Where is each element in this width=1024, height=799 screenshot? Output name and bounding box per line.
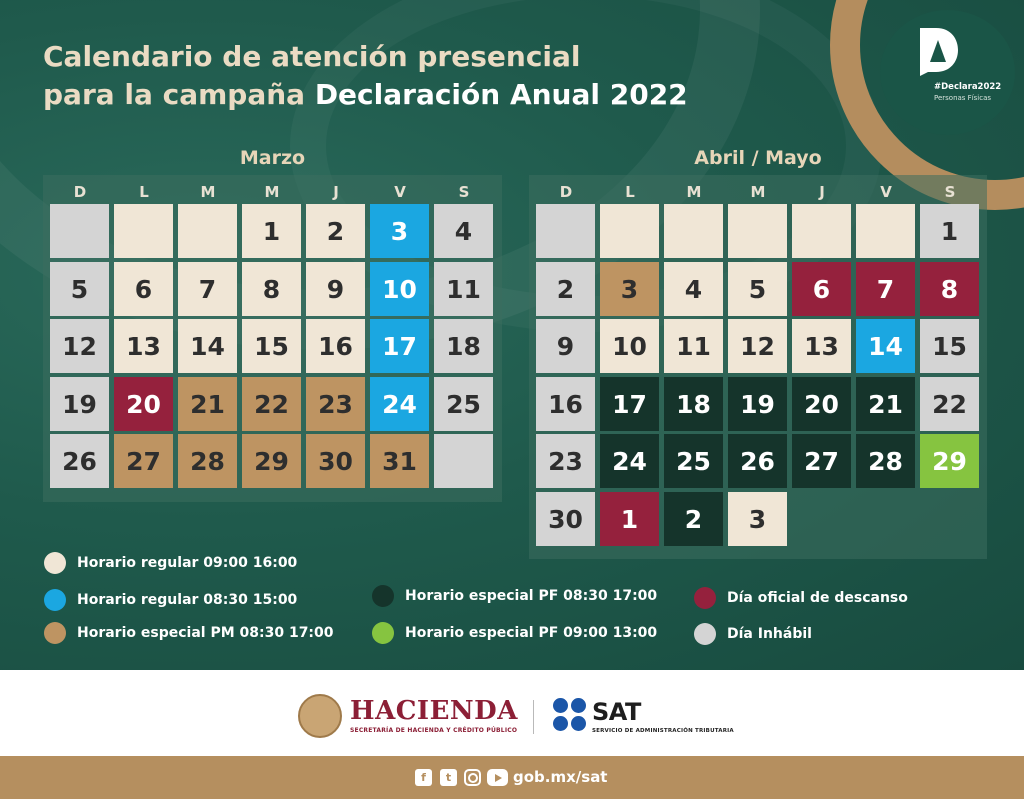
weekday-header: S xyxy=(458,183,470,201)
calendar-day xyxy=(434,434,493,488)
calendar-day: 24 xyxy=(600,434,659,488)
calendar-day: 1 xyxy=(600,492,659,546)
calendar-day: 3 xyxy=(728,492,787,546)
legend-item xyxy=(372,622,657,644)
legend-label: Día oficial de descanso xyxy=(727,590,908,606)
calendar-month-title: Marzo xyxy=(239,147,306,169)
legend-label: Horario especial PF 08:30 17:00 xyxy=(405,588,658,604)
sat-logo-icon xyxy=(571,698,586,713)
sat-logo: SAT xyxy=(592,698,641,726)
calendar-day xyxy=(856,204,915,258)
legend-label: Horario regular 08:30 15:00 xyxy=(77,592,298,608)
weekday-header: S xyxy=(944,183,956,201)
twitter-icon[interactable]: t xyxy=(440,769,457,786)
legend-item xyxy=(694,623,812,645)
calendar-day: 7 xyxy=(178,262,237,316)
calendar-day: 15 xyxy=(242,319,301,373)
title-highlight: Declaración Anual 2022 xyxy=(314,78,688,111)
legend-item xyxy=(44,589,297,611)
weekday-header: L xyxy=(139,183,149,201)
declara-logo-icon xyxy=(916,26,960,76)
calendar-day xyxy=(728,204,787,258)
calendar-day: 10 xyxy=(370,262,429,316)
calendar-day: 17 xyxy=(370,319,429,373)
calendar-day: 9 xyxy=(306,262,365,316)
hacienda-logo: HACIENDA xyxy=(350,696,518,726)
legend-swatch xyxy=(44,622,66,644)
legend-label: Horario especial PF 09:00 13:00 xyxy=(405,625,658,641)
legend-item xyxy=(372,585,657,607)
calendar-day: 16 xyxy=(306,319,365,373)
calendar-day: 29 xyxy=(242,434,301,488)
calendar-day: 24 xyxy=(370,377,429,431)
weekday-header: M xyxy=(686,183,702,201)
weekday-header: L xyxy=(625,183,635,201)
calendar-day: 19 xyxy=(728,377,787,431)
weekday-header: V xyxy=(394,183,406,201)
calendar-day: 12 xyxy=(50,319,109,373)
weekday-header: M xyxy=(750,183,766,201)
calendar-day: 28 xyxy=(178,434,237,488)
youtube-icon[interactable] xyxy=(487,769,508,786)
weekday-header: J xyxy=(819,183,825,201)
calendar-day: 2 xyxy=(664,492,723,546)
calendar-day: 1 xyxy=(920,204,979,258)
calendar-day: 21 xyxy=(856,377,915,431)
instagram-icon[interactable] xyxy=(464,769,481,786)
calendar-day: 21 xyxy=(178,377,237,431)
sat-logo-icon xyxy=(571,716,586,731)
legend-label: Horario especial PM 08:30 17:00 xyxy=(77,625,334,641)
brand-divider xyxy=(533,700,534,734)
calendar-day: 31 xyxy=(370,434,429,488)
calendar-day: 10 xyxy=(600,319,659,373)
calendar-day: 22 xyxy=(242,377,301,431)
weekday-header: V xyxy=(880,183,892,201)
legend-label: Horario regular 09:00 16:00 xyxy=(77,555,298,571)
calendar-day: 5 xyxy=(50,262,109,316)
calendar-day: 27 xyxy=(114,434,173,488)
legend-label: Día Inhábil xyxy=(727,626,812,642)
legend-swatch xyxy=(694,587,716,609)
legend-swatch xyxy=(44,589,66,611)
calendar-day: 13 xyxy=(114,319,173,373)
calendar-day xyxy=(600,204,659,258)
legend-item xyxy=(44,552,297,574)
website-link[interactable]: gob.mx/sat xyxy=(513,768,608,786)
calendar-day: 9 xyxy=(536,319,595,373)
calendar-day: 6 xyxy=(792,262,851,316)
calendar-day: 28 xyxy=(856,434,915,488)
footer-social xyxy=(0,756,1024,799)
calendar-day: 3 xyxy=(600,262,659,316)
legend-item xyxy=(694,587,908,609)
weekday-header: D xyxy=(559,183,573,201)
badge-hashtag: #Declara2022 xyxy=(934,82,1002,92)
legend-swatch xyxy=(44,552,66,574)
title-line-1: Calendario de atención presencial xyxy=(43,40,581,73)
calendar-day: 8 xyxy=(242,262,301,316)
calendar-day: 29 xyxy=(920,434,979,488)
calendar-day: 19 xyxy=(50,377,109,431)
calendar-day: 2 xyxy=(536,262,595,316)
calendar-day: 3 xyxy=(370,204,429,258)
national-seal-icon xyxy=(298,694,342,738)
title-line-2-prefix: para la campaña xyxy=(43,78,315,111)
weekday-header: M xyxy=(200,183,216,201)
calendar-day: 11 xyxy=(434,262,493,316)
calendar-day: 2 xyxy=(306,204,365,258)
calendar-day: 22 xyxy=(920,377,979,431)
calendar-day: 11 xyxy=(664,319,723,373)
sat-logo-icon xyxy=(553,698,568,713)
badge-subtitle: Personas Físicas xyxy=(934,94,992,102)
weekday-header: J xyxy=(333,183,339,201)
calendar-month-title: Abril / Mayo xyxy=(694,147,822,169)
calendar-day: 20 xyxy=(114,377,173,431)
weekday-header: M xyxy=(264,183,280,201)
page-title xyxy=(43,38,688,114)
calendar-day: 15 xyxy=(920,319,979,373)
title-line-2 xyxy=(43,76,688,114)
calendar-day: 12 xyxy=(728,319,787,373)
calendar-day: 20 xyxy=(792,377,851,431)
calendar-day xyxy=(178,204,237,258)
calendar-day: 14 xyxy=(178,319,237,373)
calendar-day: 18 xyxy=(434,319,493,373)
calendar-day: 27 xyxy=(792,434,851,488)
calendar-day xyxy=(50,204,109,258)
calendar-day xyxy=(792,204,851,258)
calendar-day: 30 xyxy=(306,434,365,488)
weekday-header: D xyxy=(73,183,87,201)
calendar-day: 23 xyxy=(306,377,365,431)
legend-item xyxy=(44,622,334,644)
legend-swatch xyxy=(372,585,394,607)
calendar-day: 17 xyxy=(600,377,659,431)
legend-swatch xyxy=(372,622,394,644)
calendar-day: 5 xyxy=(728,262,787,316)
hacienda-subtitle: SECRETARÍA DE HACIENDA Y CRÉDITO PÚBLICO xyxy=(350,727,518,734)
calendar-day: 6 xyxy=(114,262,173,316)
calendar-day xyxy=(114,204,173,258)
calendar-day: 4 xyxy=(664,262,723,316)
calendar-day: 7 xyxy=(856,262,915,316)
calendar-day: 14 xyxy=(856,319,915,373)
calendar-day: 13 xyxy=(792,319,851,373)
calendar-day xyxy=(536,204,595,258)
sat-subtitle: SERVICIO DE ADMINISTRACIÓN TRIBUTARIA xyxy=(592,728,734,734)
calendar-day: 8 xyxy=(920,262,979,316)
legend-swatch xyxy=(694,623,716,645)
calendar-day: 16 xyxy=(536,377,595,431)
calendar-day: 1 xyxy=(242,204,301,258)
calendar-day: 25 xyxy=(664,434,723,488)
calendar-day: 25 xyxy=(434,377,493,431)
calendar-day: 30 xyxy=(536,492,595,546)
calendar-day xyxy=(664,204,723,258)
calendar-day: 26 xyxy=(728,434,787,488)
calendar-day: 23 xyxy=(536,434,595,488)
facebook-icon[interactable]: f xyxy=(415,769,432,786)
calendar-day: 4 xyxy=(434,204,493,258)
calendar-day: 26 xyxy=(50,434,109,488)
calendar-day: 18 xyxy=(664,377,723,431)
sat-logo-icon xyxy=(553,716,568,731)
